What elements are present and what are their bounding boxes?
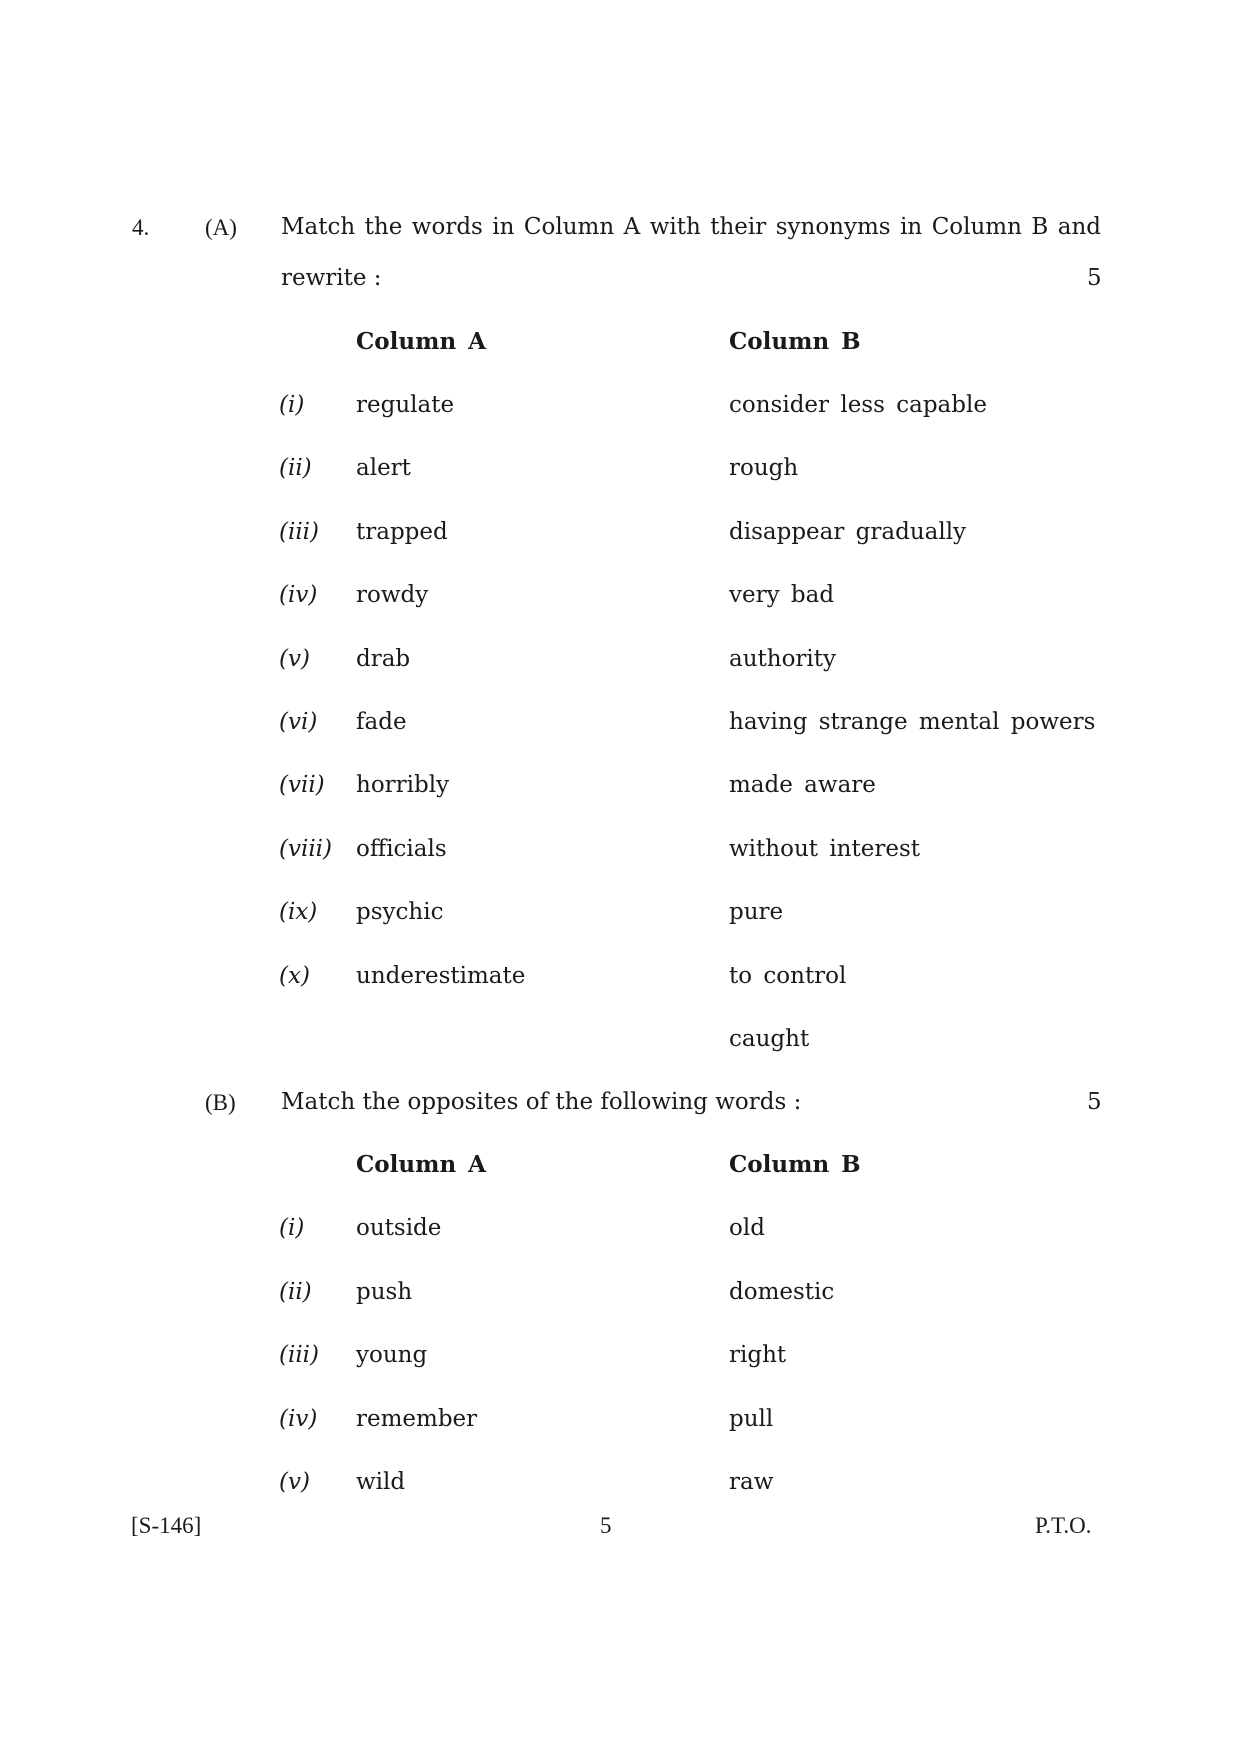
column-b-word: authority: [729, 646, 837, 672]
row-number: (iv): [279, 582, 318, 608]
row-number: (vi): [279, 709, 318, 735]
part-a-label: (A): [205, 215, 237, 240]
row-number: (ix): [279, 899, 318, 925]
column-b-word: having strange mental powers: [729, 709, 1096, 735]
column-a-word: underestimate: [356, 963, 526, 989]
column-b-word: pure: [729, 899, 784, 925]
row-number: (v): [279, 646, 310, 672]
footer-pto: P.T.O.: [1035, 1513, 1092, 1538]
part-b-column-b-header: Column B: [729, 1151, 861, 1178]
row-number: (i): [279, 1215, 305, 1241]
part-a-marks: 5: [1087, 265, 1102, 291]
part-a-column-a-header: Column A: [356, 328, 487, 355]
part-b-instruction: Match the opposites of the following words :: [281, 1089, 802, 1115]
column-b-word: domestic: [729, 1279, 835, 1305]
column-a-word: young: [356, 1342, 428, 1368]
footer-code: [S-146]: [131, 1513, 202, 1538]
column-b-word: to control: [729, 963, 847, 989]
question-number: 4.: [132, 215, 150, 240]
column-a-word: regulate: [356, 392, 455, 418]
column-a-word: rowdy: [356, 582, 429, 608]
row-number: (ii): [279, 455, 312, 481]
row-number: (x): [279, 963, 310, 989]
column-a-word: horribly: [356, 772, 450, 798]
column-b-word: very bad: [729, 582, 835, 608]
row-number: (v): [279, 1469, 310, 1495]
row-number: (iii): [279, 1342, 320, 1368]
column-b-word: made aware: [729, 772, 876, 798]
column-b-word: without interest: [729, 836, 920, 862]
column-a-word: officials: [356, 836, 447, 862]
part-a-column-b-header: Column B: [729, 328, 861, 355]
row-number: (ii): [279, 1279, 312, 1305]
footer-page-number: 5: [600, 1513, 612, 1538]
column-b-word: right: [729, 1342, 787, 1368]
column-b-word: pull: [729, 1406, 774, 1432]
column-b-extra-word: caught: [729, 1026, 810, 1052]
column-a-word: push: [356, 1279, 413, 1305]
column-a-word: trapped: [356, 519, 448, 545]
part-b-column-a-header: Column A: [356, 1151, 487, 1178]
column-b-word: disappear gradually: [729, 519, 967, 545]
column-a-word: outside: [356, 1215, 442, 1241]
column-a-word: alert: [356, 455, 411, 481]
row-number: (vii): [279, 772, 325, 798]
row-number: (iii): [279, 519, 320, 545]
column-b-word: rough: [729, 455, 799, 481]
column-b-word: raw: [729, 1469, 774, 1495]
column-b-word: consider less capable: [729, 392, 987, 418]
column-b-word: old: [729, 1215, 765, 1241]
part-a-instruction-line1: Match the words in Column A with their synonyms in Column B and: [281, 214, 1101, 240]
column-a-word: remember: [356, 1406, 478, 1432]
column-a-word: fade: [356, 709, 407, 735]
column-a-word: wild: [356, 1469, 406, 1495]
part-b-label: (B): [205, 1090, 236, 1115]
column-a-word: drab: [356, 646, 411, 672]
column-a-word: psychic: [356, 899, 444, 925]
part-a-instruction-line2: rewrite :: [281, 265, 382, 291]
row-number: (i): [279, 392, 305, 418]
row-number: (iv): [279, 1406, 318, 1432]
part-b-marks: 5: [1087, 1089, 1102, 1115]
row-number: (viii): [279, 836, 333, 862]
